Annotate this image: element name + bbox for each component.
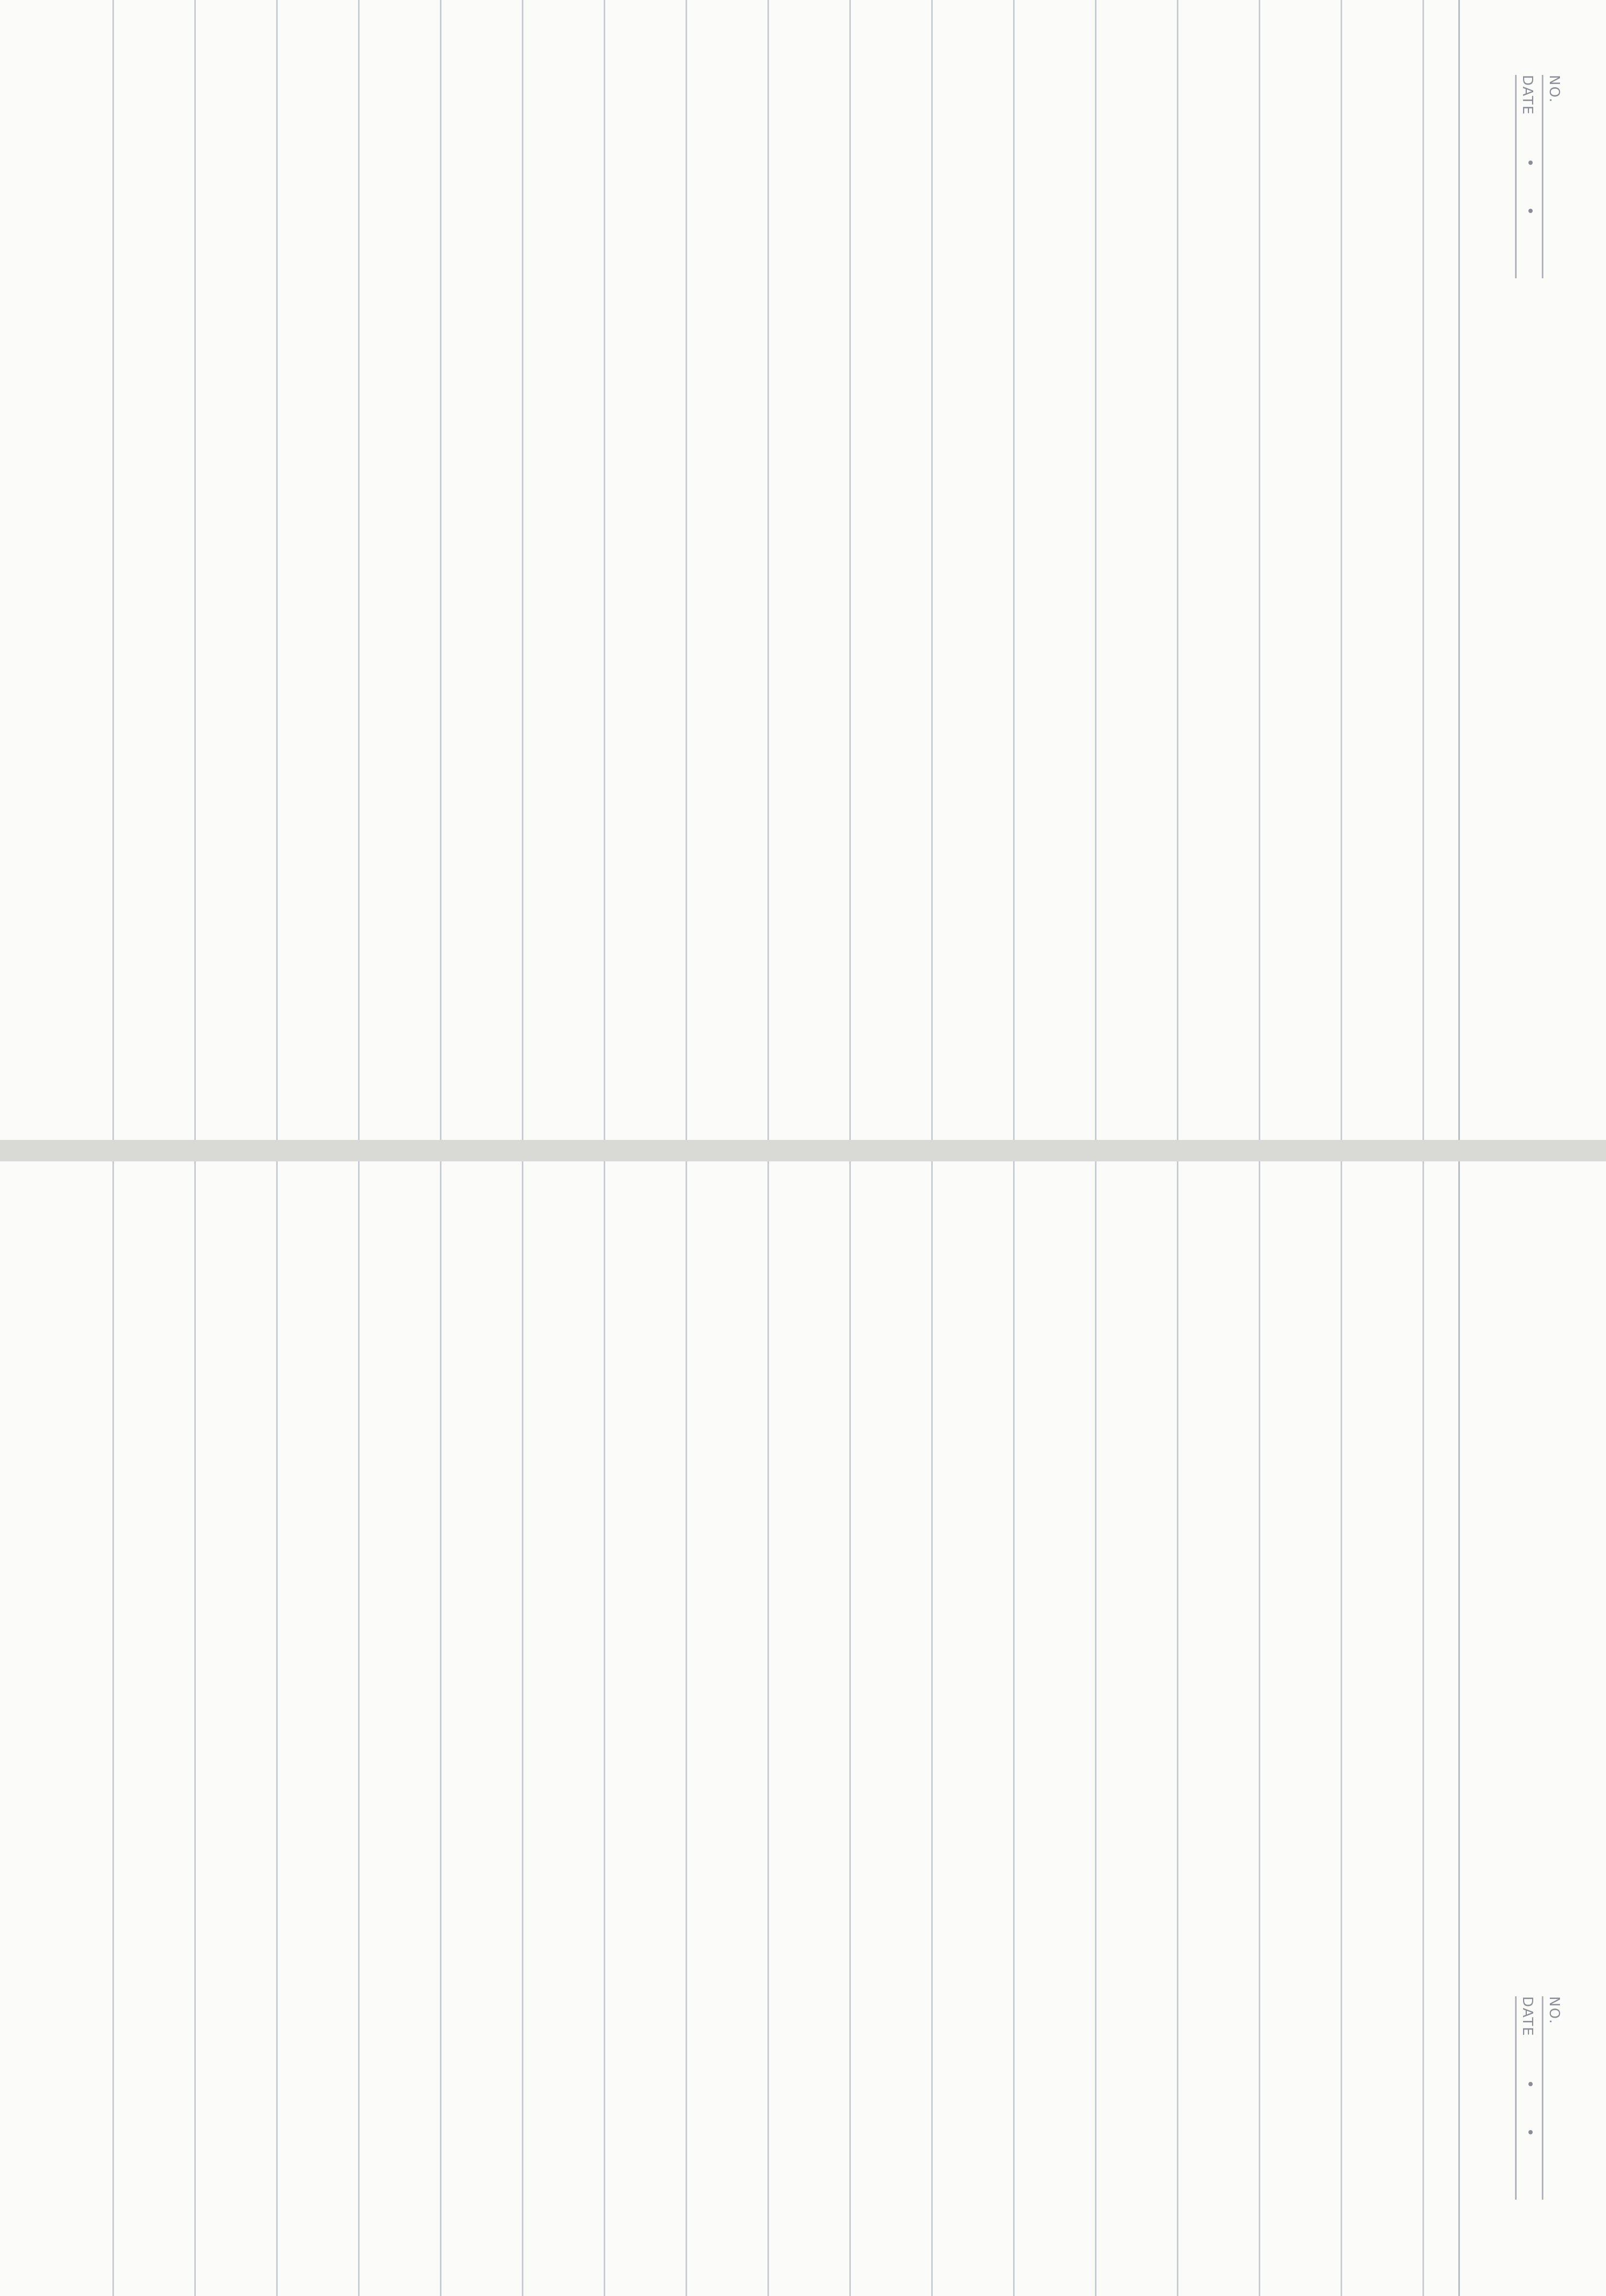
margin-line [1458,0,1460,1140]
notebook-gutter [0,1140,1606,1161]
no-label: NO. [1546,1996,1562,2025]
notebook-page-bottom [0,1161,1606,2296]
ruled-lines [32,1161,1462,2296]
margin-line [1458,1161,1460,2296]
notebook-page-top [0,0,1606,1140]
date-label: DATE [1519,75,1535,116]
date-label: DATE [1519,1996,1535,2037]
ruled-lines [32,0,1462,1140]
page-header [1483,1975,1569,2200]
page-header [1483,54,1569,278]
no-label: NO. [1546,75,1562,104]
